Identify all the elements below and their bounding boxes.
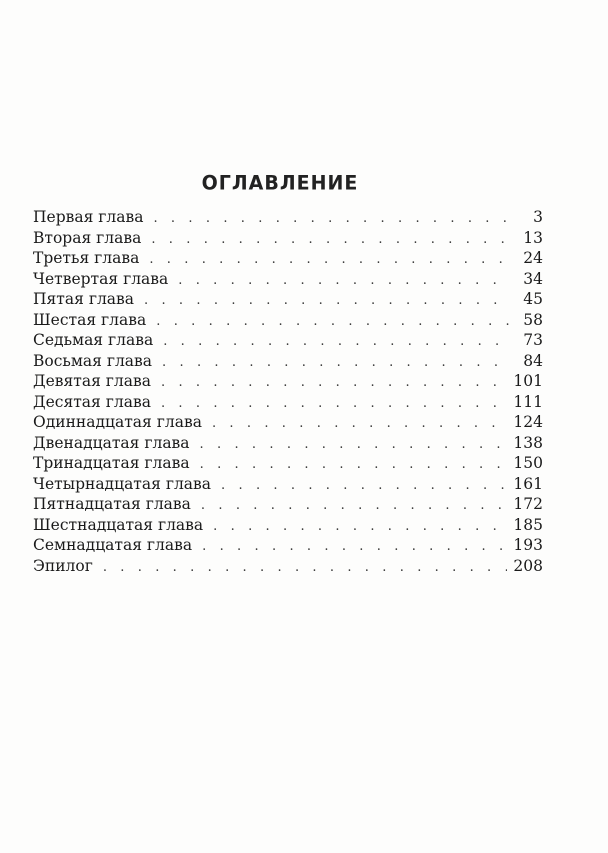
toc-entry-page: 13	[523, 228, 543, 247]
toc-entry-label: Пятая глава	[33, 290, 134, 308]
toc-entry-page: 172	[513, 495, 543, 513]
toc-entry-label: Вторая глава	[33, 228, 142, 247]
toc-entry	[33, 475, 543, 496]
toc-entry	[33, 249, 543, 270]
toc-entry-label: Четвертая глава	[33, 269, 169, 288]
toc-entry	[33, 454, 543, 475]
toc-entry	[33, 208, 543, 229]
toc-entry	[33, 495, 543, 516]
toc-entry-label: Десятая глава	[33, 392, 151, 411]
toc-leader-dots	[163, 334, 509, 349]
toc-entry-page: 161	[513, 474, 543, 493]
toc-entry-page: 208	[513, 556, 543, 575]
toc-entry-label: Тринадцатая глава	[33, 454, 190, 472]
toc-leader-dots	[178, 273, 509, 288]
toc-entry	[33, 516, 543, 537]
toc-entry-page: 193	[513, 536, 543, 554]
toc-entry	[33, 393, 543, 414]
toc-entry-label: Третья глава	[33, 249, 140, 267]
toc-entry	[33, 352, 543, 373]
toc-entry-label: Девятая глава	[33, 372, 151, 390]
toc-title: ОГЛАВЛЕНИЕ	[201, 171, 359, 195]
toc-entry	[33, 331, 543, 352]
toc-leader-dots	[200, 437, 508, 452]
toc-entry	[33, 372, 543, 393]
toc-entry-label: Двенадцатая глава	[33, 433, 190, 452]
toc-entry-label: Одиннадцатая глава	[33, 413, 202, 431]
toc-leader-dots	[162, 355, 509, 370]
toc-leader-dots	[153, 211, 509, 226]
toc-leader-dots	[161, 375, 507, 390]
toc-leader-dots	[212, 416, 507, 431]
toc-entry-label: Шестнадцатая глава	[33, 515, 204, 534]
toc-entry-label: Семнадцатая глава	[33, 536, 193, 554]
toc-entry-page: 34	[523, 269, 543, 288]
toc-entry-page: 150	[513, 454, 543, 472]
toc-list	[33, 208, 543, 577]
toc-entry	[33, 229, 543, 250]
toc-entry-label: Шестая глава	[33, 310, 147, 329]
toc-entry-page: 101	[513, 372, 543, 390]
toc-entry	[33, 290, 543, 311]
toc-entry-label: Седьмая глава	[33, 331, 154, 349]
toc-leader-dots	[103, 560, 508, 575]
toc-entry-page: 138	[513, 433, 543, 452]
toc-leader-dots	[213, 519, 507, 534]
toc-leader-dots	[144, 293, 509, 308]
toc-leader-dots	[202, 539, 507, 554]
toc-entry-label: Первая глава	[33, 208, 144, 226]
toc-entry-page: 111	[513, 392, 543, 411]
toc-entry-page: 3	[533, 208, 543, 226]
toc-entry-page: 84	[523, 351, 543, 370]
toc-entry-page: 24	[523, 249, 543, 267]
toc-entry-page: 124	[513, 413, 543, 431]
toc-entry	[33, 311, 543, 332]
toc-leader-dots	[161, 396, 507, 411]
toc-leader-dots	[149, 252, 509, 267]
toc-leader-dots	[151, 232, 509, 247]
toc-leader-dots	[201, 498, 508, 513]
toc-entry-page: 185	[513, 515, 543, 534]
toc-entry	[33, 413, 543, 434]
toc-entry	[33, 536, 543, 557]
toc-leader-dots	[221, 478, 507, 493]
toc-entry-label: Пятнадцатая глава	[33, 495, 191, 513]
toc-entry-label: Четырнадцатая глава	[33, 474, 212, 493]
toc-entry-page: 45	[523, 290, 543, 308]
toc-entry	[33, 270, 543, 291]
toc-entry-page: 73	[523, 331, 543, 349]
toc-leader-dots	[200, 457, 508, 472]
toc-entry-label: Восьмая глава	[33, 351, 153, 370]
toc-entry-label: Эпилог	[33, 556, 93, 575]
toc-entry-page: 58	[523, 310, 543, 329]
toc-entry	[33, 557, 543, 578]
toc-entry	[33, 434, 543, 455]
toc-leader-dots	[156, 314, 509, 329]
